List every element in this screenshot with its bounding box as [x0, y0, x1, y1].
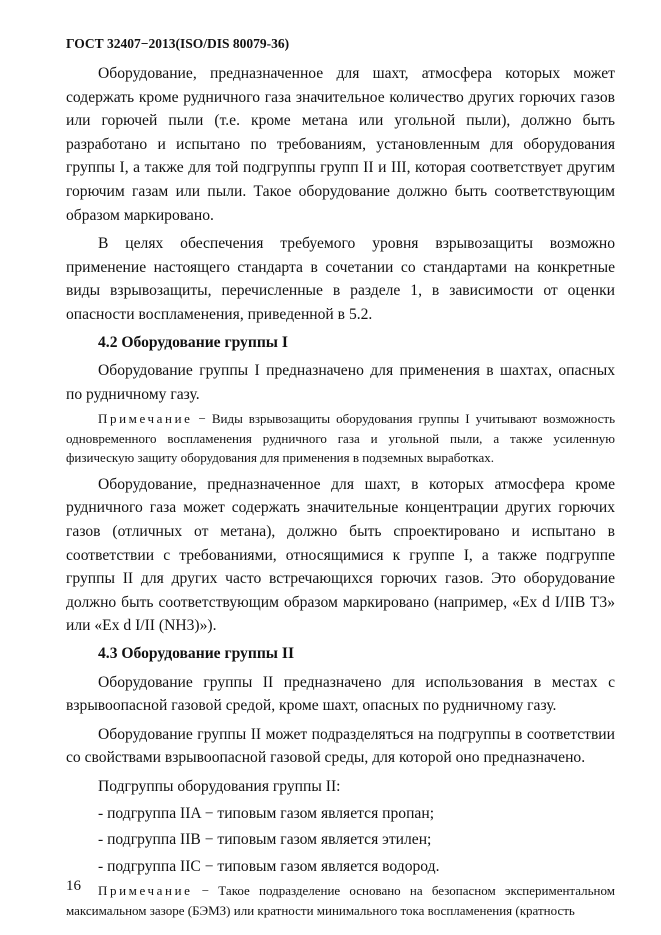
note	[66, 881, 615, 920]
note-label: Примечание	[98, 883, 193, 899]
note-text: − Такое подразделение основано на безопасном экспериментальном максимальном зазоре (БЭМЗ) или кратности минимального тока воспламенения (кратность	[66, 883, 615, 918]
page-number: 16	[66, 878, 81, 894]
section-heading-4-2: 4.2 Оборудование группы I	[98, 333, 288, 351]
paragraph: Оборудование группы II предназначено для использования в местах с взрывоопасной газовой средой, кроме шахт, опасных по рудничному газу.	[66, 673, 615, 715]
list-item: - подгруппа IIC − типовым газом является водород.	[98, 857, 440, 875]
list-item: - подгруппа IIA − типовым газом является пропан;	[98, 804, 435, 822]
paragraph: Оборудование группы I предназначено для применения в шахтах, опасных по рудничному газу.	[66, 362, 615, 403]
paragraph: Оборудование, предназначенное для шахт, атмосфера которых может содержать кроме рудничного газа значительное количество других горючих газов или горючей пыли (т.е. кроме метана или угольной пыли), должно быть разработано и испытано по требованиям, установленным для оборудования группы I, а также для той подгруппы групп II и III, которая соответствует другим горючим газам или пыли. Такое оборудование должно быть соответствующим образом маркировано.	[66, 65, 615, 224]
note	[66, 409, 615, 468]
list-item: - подгруппа IIB − типовым газом является этилен;	[98, 831, 432, 849]
document-header: ГОСТ 32407−2013(ISO/DIS 80079-36)	[66, 36, 290, 51]
section-heading-4-3: 4.3 Оборудование группы II	[98, 644, 295, 662]
paragraph: Подгруппы оборудования группы II:	[98, 777, 341, 795]
note-text: − Виды взрывозащиты оборудования группы I учитывают возможность одновременного воспламенения рудничного газа и угольной пыли, а также усиленную физическую защиту оборудования для применения в подземных выработках.	[66, 411, 615, 466]
paragraph: Оборудование группы II может подразделяться на подгруппы в соответствии со свойствами взрывоопасной газовой среды, для которой оно предназначено.	[66, 725, 615, 767]
paragraph: Оборудование, предназначенное для шахт, в которых атмосфера кроме рудничного газа может содержать значительные концентрации других горючих газов (отличных от метана), должно быть спроектировано и испытано в соответствии с требованиями, относящимися к группе I, а также подгруппе группы II для других часто встречающихся горючих газов. Это оборудование должно быть соответствующим образом маркировано (например, «Ex d I/IIB T3» или «Ex d I/II (NH3)»).	[66, 475, 615, 635]
note-label: Примечание	[98, 411, 193, 427]
paragraph: В целях обеспечения требуемого уровня взрывозащиты возможно применение настоящего стандарта в сочетании со стандартами на конкретные виды взрывозащиты, перечисленные в разделе 1, в зависимости от оценки опасности воспламенения, приведенной в 5.2.	[66, 235, 615, 323]
document-body	[66, 62, 615, 920]
